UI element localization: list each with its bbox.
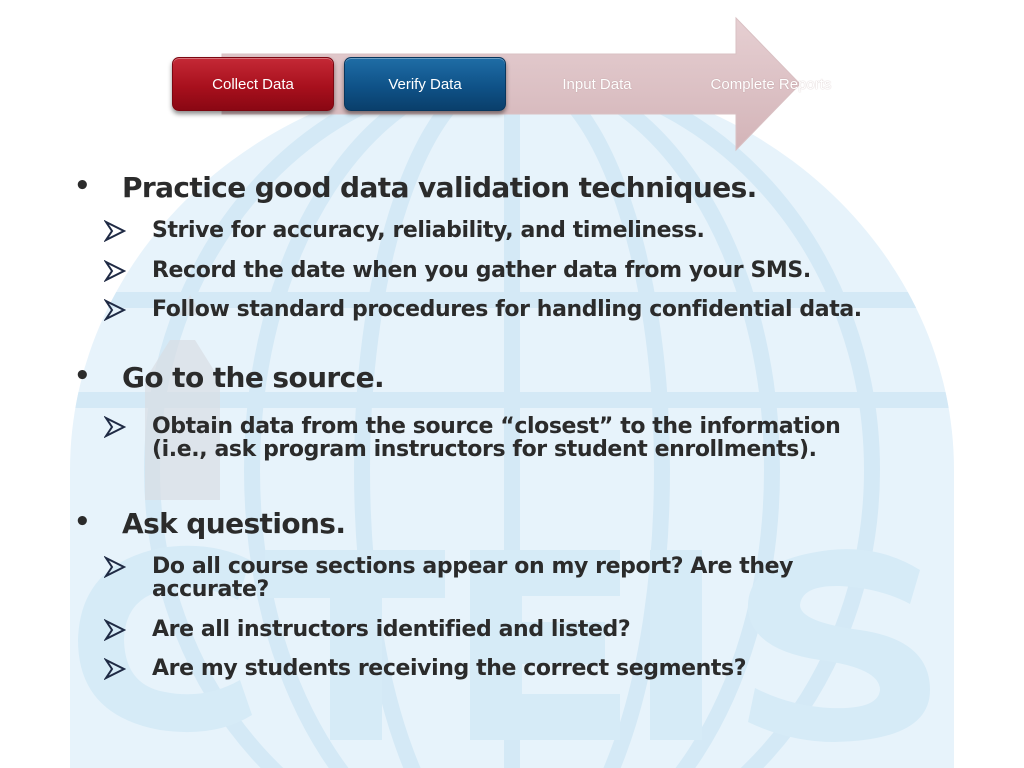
arrow-bullet-icon bbox=[104, 260, 126, 282]
arrow-bullet-icon bbox=[104, 416, 126, 438]
arrow-bullet-icon bbox=[104, 299, 126, 321]
sub-bullet-text: Do all course sections appear on my report? Are they bbox=[152, 554, 794, 579]
bullet-heading-text: Ask questions. bbox=[122, 507, 346, 540]
step-label: Verify Data bbox=[388, 75, 462, 93]
arrow-bullet-icon bbox=[104, 658, 126, 680]
arrow-bullet-icon bbox=[104, 556, 126, 578]
sub-bullet-text: Are all instructors identified and listed? bbox=[152, 617, 631, 642]
arrow-bullet-icon bbox=[104, 619, 126, 641]
sub-bullet-text: Obtain data from the source “closest” to the information bbox=[152, 414, 841, 439]
bullet-dot-icon: • bbox=[74, 171, 91, 201]
step-label: Complete Reports bbox=[710, 75, 832, 93]
bullet-heading-text: Practice good data validation techniques. bbox=[122, 171, 757, 204]
step-label: Input Data bbox=[562, 75, 632, 93]
sub-bullet-text: Record the date when you gather data from your SMS. bbox=[152, 258, 811, 283]
sub-bullet-text: Are my students receiving the correct segments? bbox=[152, 656, 747, 681]
arrow-bullet-icon bbox=[104, 220, 126, 242]
sub-bullet-text: accurate? bbox=[152, 577, 269, 602]
sub-bullet-text: Strive for accuracy, reliability, and timeliness. bbox=[152, 218, 705, 243]
bullet-dot-icon: • bbox=[74, 507, 91, 537]
sub-bullet-text: Follow standard procedures for handling confidential data. bbox=[152, 297, 862, 322]
bullet-heading-text: Go to the source. bbox=[122, 361, 385, 394]
step-label: Collect Data bbox=[212, 75, 294, 93]
bullet-dot-icon: • bbox=[74, 361, 91, 391]
sub-bullet-text: (i.e., ask program instructors for student enrollments). bbox=[152, 437, 817, 462]
